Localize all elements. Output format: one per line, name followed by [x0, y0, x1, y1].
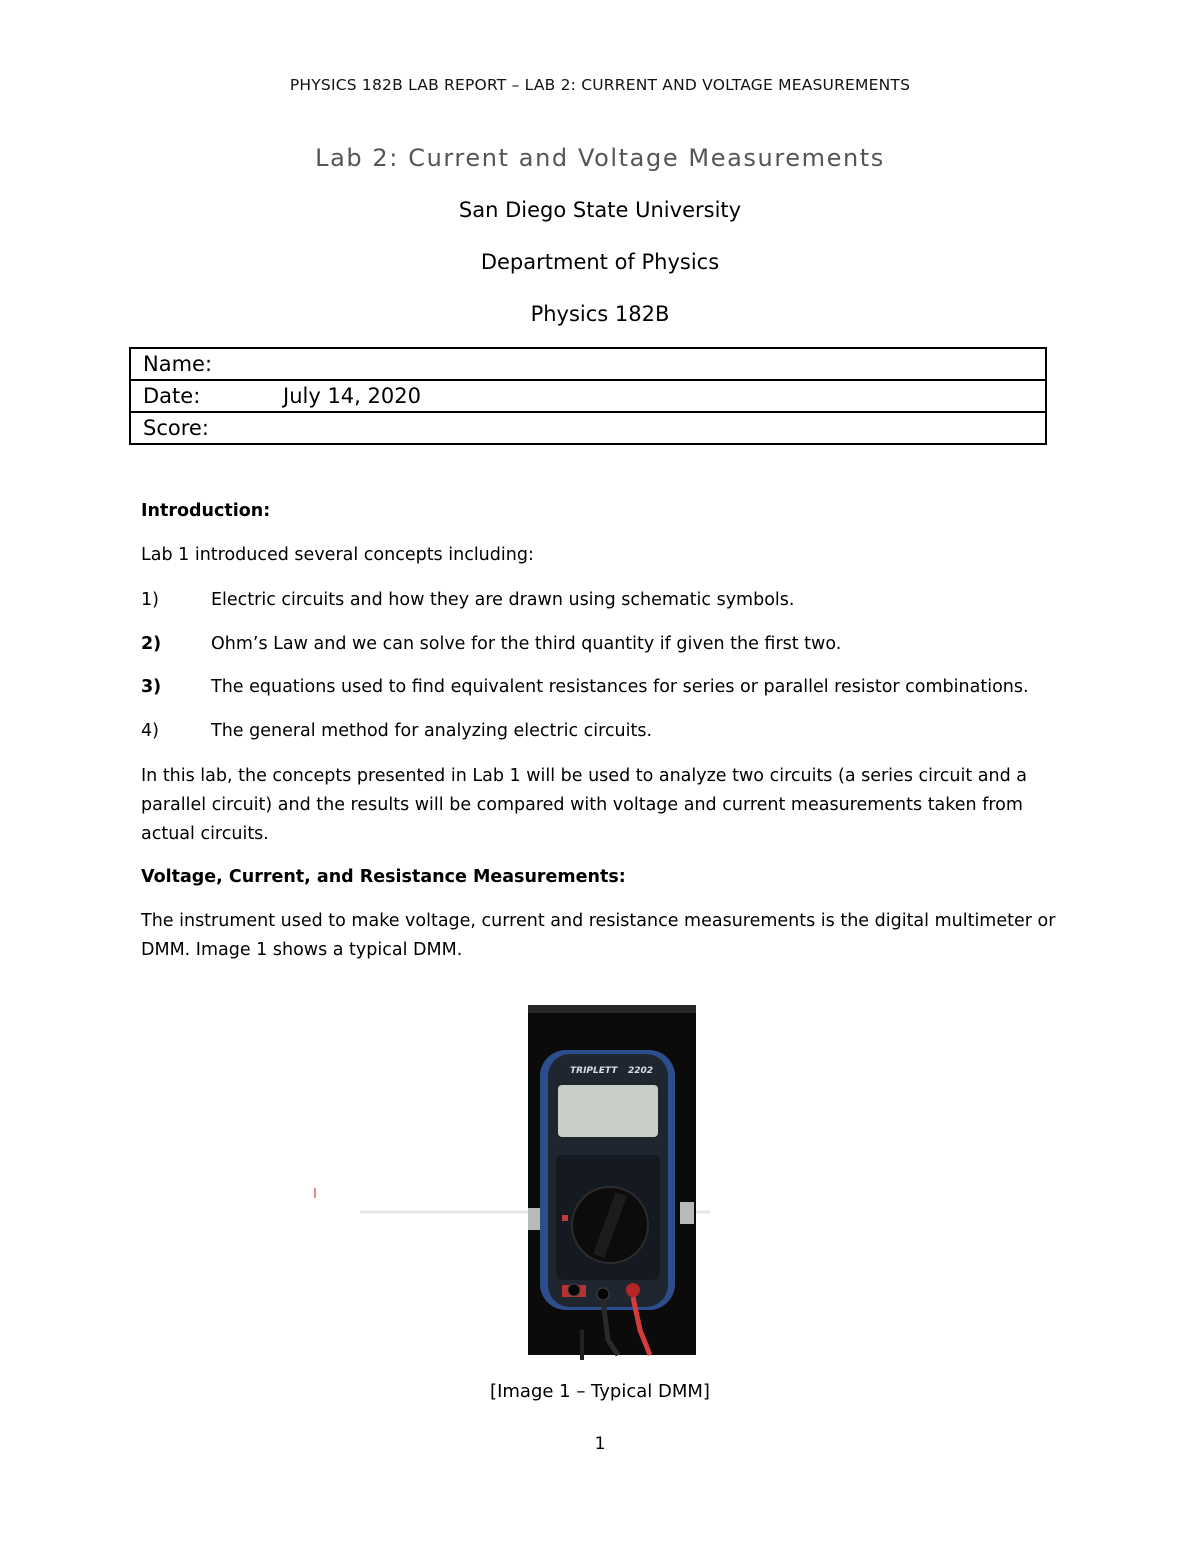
list-item-text: Electric circuits and how they are drawn using schematic symbols. — [211, 590, 795, 610]
name-row — [130, 348, 1046, 380]
name-label: Name: — [143, 352, 213, 376]
score-row — [130, 412, 1046, 444]
university-name: San Diego State University — [458, 198, 742, 222]
name-cell — [130, 348, 1046, 380]
list-item-number: 3) — [141, 677, 162, 697]
brand-text: TRIPLETT — [570, 1066, 618, 1076]
list-item-number: 1) — [141, 590, 159, 610]
list-item-number: 2) — [141, 634, 162, 654]
measurements-heading: Voltage, Current, and Resistance Measurements: — [141, 867, 626, 887]
model-text: 2202 — [628, 1066, 654, 1076]
date-cell — [130, 380, 1046, 412]
info-table — [129, 347, 1047, 445]
page-number: 1 — [594, 1434, 606, 1454]
measurements-paragraph: The instrument used to make voltage, current and resistance measurements is the digital multimeter or DMM. Image 1 shows a typical DMM. — [141, 911, 1056, 960]
course-name: Physics 182B — [530, 302, 670, 326]
department-name: Department of Physics — [480, 250, 720, 274]
introduction-lead: Lab 1 introduced several concepts including: — [141, 545, 534, 565]
list-item-text: Ohm’s Law and we can solve for the third quantity if given the first two. — [211, 634, 842, 654]
list-item-text: The equations used to find equivalent resistances for series or parallel resistor combinations. — [211, 677, 1029, 697]
date-row — [130, 380, 1046, 412]
introduction-heading: Introduction: — [141, 501, 271, 521]
list-item-text: The general method for analyzing electric circuits. — [211, 721, 653, 741]
date-label: Date: — [143, 384, 201, 408]
page-title: Lab 2: Current and Voltage Measurements — [315, 144, 885, 172]
score-cell — [130, 412, 1046, 444]
list-item-number: 4) — [141, 721, 159, 741]
introduction-paragraph: In this lab, the concepts presented in Lab 1 will be used to analyze two circuits (a series circuit and a parallel circuit) and the results will be compared with voltage and current measurements taken from actual circuits. — [141, 766, 1027, 844]
score-label: Score: — [143, 416, 209, 440]
date-value: July 14, 2020 — [283, 384, 421, 408]
running-header: PHYSICS 182B LAB REPORT – LAB 2: CURRENT AND VOLTAGE MEASUREMENTS — [289, 76, 911, 94]
figure-caption: [Image 1 – Typical DMM] — [490, 1381, 710, 1402]
dmm-photo — [300, 1000, 740, 1365]
